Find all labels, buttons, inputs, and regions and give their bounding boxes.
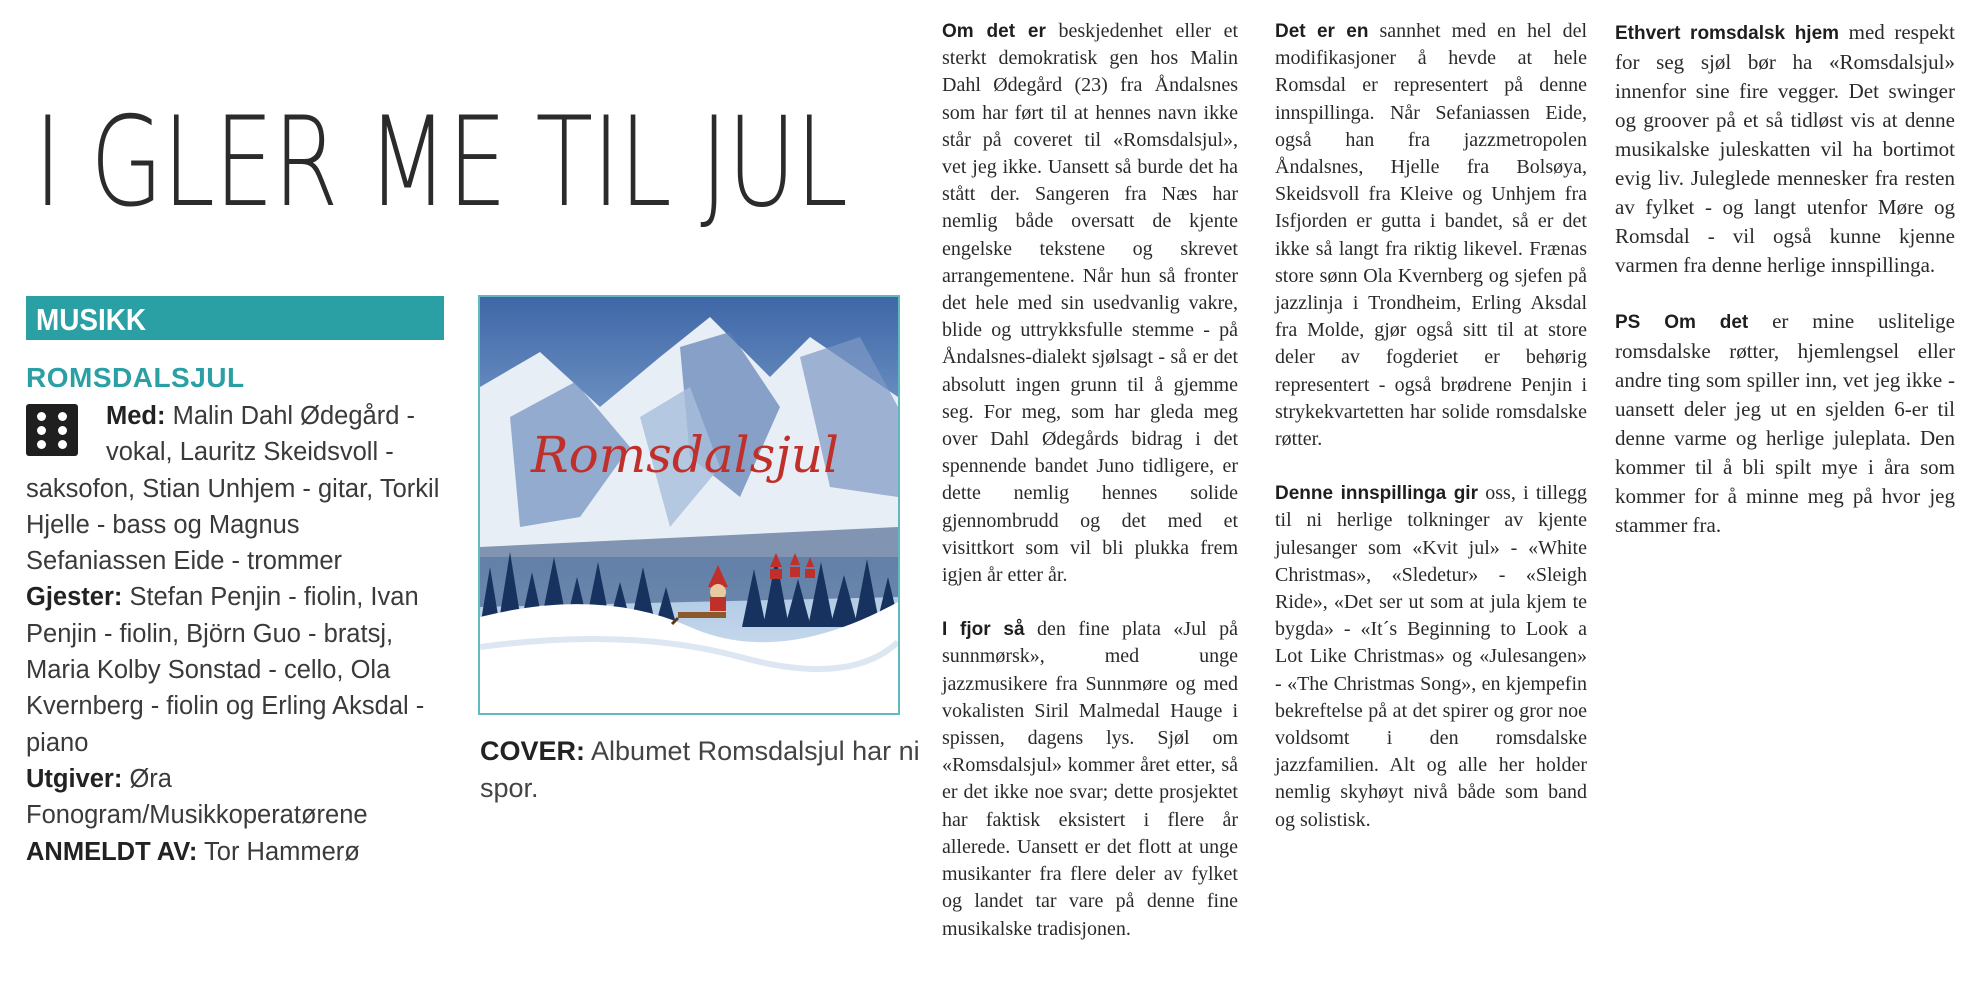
album-cover-art [480,297,898,713]
paragraph [1275,18,1587,453]
article-column-2 [1275,18,1587,861]
utgiver-label: Utgiver: [26,764,123,793]
paragraph-lead: Det er en [1275,21,1369,42]
album-cover [478,295,900,715]
med-label: Med: [106,402,166,430]
paragraph-lead: I fjor så [942,619,1025,641]
anmeldt-label: ANMELDT AV: [26,837,198,866]
headline: I GLER ME TIL JUL [34,91,848,235]
caption-text: Albumet Romsdalsjul har ni spor. [480,736,920,803]
section-label: MUSIKK [36,302,147,337]
gjester-label: Gjester: [26,583,123,612]
med-text: Malin Dahl Ødegård - vokal, Lauritz Skeidsvoll - saksofon, Stian Unhjem - gitar, Torkil Hjelle - bass og Magnus Sefaniassen Eide - trommer [26,402,440,576]
paragraph [1275,480,1587,834]
anmeldt-text: Tor Hammerø [204,837,360,866]
paragraph [1615,18,1955,280]
gjester-text: Stefan Penjin - fiolin, Ivan Penjin - fiolin, Björn Guo - bratsj, Maria Kolby Sonstad - cello, Ola Kvernberg - fiolin og Erling Aksdal - piano [26,583,425,757]
paragraph-text: er mine uslitelige romsdalske røtter, hjemlengsel eller andre ting som spiller inn, vet jeg ikke - uansett deler jeg ut en sjelden 6-er til denne varme og herlige juleplata. Den kommer til å bli spilt mye i åra som kommer for å minne meg på hvor jeg stammer fra. [1615,309,1956,537]
paragraph-lead: Ethvert romsdalsk hjem [1615,23,1840,44]
paragraph [942,616,1238,942]
credits-guests [26,579,446,760]
cover-art-title: Romsdalsjul [531,426,839,484]
paragraph [1615,307,1955,540]
paragraph-text: den fine plata «Jul på sunnmørsk», med unge jazzmusikere fra Sunnmøre og med vokalisten Siril Malmedal Hauge i spissen, dagens lys. Sjøl om «Romsdalsjul» kommer året etter, så er det ikke noe svar; dette prosjektet har faktisk eksistert i flere år allerede. Uansett er det flott at unge musikanter fra flere deler av fylket og landet tar vare på denne fine musikalske tradisjonen. [942,618,1239,940]
paragraph-text: oss, i tillegg til ni herlige tolkninger av kjente julesanger som «Kvit jul» - «White Christmas», «Sledetur» - «Sleigh Ride», «Det ser ut som at jula kjem te bygda» - «It´s Beginning to Look a Lot Like Christmas» og «Julesangen» - «The Christmas Song», en kjempefin bekreftelse på at det spirer og gror noe voldsomt i den romsdalske jazzfamilien. Alt og alle her holder nemlig skyhøyt nivå både som band og solistisk. [1275,482,1587,831]
article-column-3 [1615,18,1955,567]
cover-caption [480,733,920,807]
paragraph [942,18,1238,589]
paragraph-text: med respekt for seg sjøl bør ha «Romsdalsjul» innenfor sine fire vegger. Det swinger og groover på et så tidløst vis at denne musikalske juleskatten vil ha bortimot evig liv. Juleglede mennesker fra resten av fylket - og langt utenfor Møre og Romsdal - vil også kunne kjenne varmen fra denne herlige innspillinga. [1615,20,1956,277]
utgiver-text: Øra Fonogram/Musikkoperatørene [26,764,368,830]
paragraph-lead: PS Om det [1615,312,1749,333]
paragraph-lead: Om det er [942,21,1046,42]
credits-publisher [26,761,446,834]
caption-label: COVER: [480,736,586,766]
dice-six-icon [26,404,78,456]
article-column-1 [942,18,1238,970]
paragraph-text: beskjedenhet eller et sterkt demokratisk gen hos Malin Dahl Ødegård (23) fra Åndalsnes som har ført til at hennes navn ikke står på coveret til «Romsdalsjul», vet jeg ikke. Uansett så burde det ha stått der. Sangeren fra Næs har nemlig både oversatt de kjente engelske tekstene og skrevet arrangementene. Når hun så fronter det hele med sin usedvanlig vakre, blide og uttrykksfulle stemme - på Åndalsnes-dialekt sjølsagt - så er det absolutt ingen grunn til å gjemme seg. For meg, som har gleda meg over Dahl Ødegårds bidrag i det spennende bandet Juno tidligere, er dette nemlig hennes solide gjennombrudd og det med et visittkort som vil bli plukka frem igjen år etter år. [942,20,1239,587]
section-bar [26,296,444,340]
credits-block [26,398,446,870]
album-title: ROMSDALSJUL [26,362,245,393]
paragraph-text: sannhet med en hel del modifikasjoner å hevde at hele Romsdal er representert på denne innspillinga. Når Sefaniassen Eide, også han fra jazzmetropolen Åndalsnes, Hjelle fra Bolsøya, Skeidsvoll fra Kleive og Unhjem fra Isfjorden er gutta i bandet, så er det ikke så langt fra riktig likevel. Frænas store sønn Ola Kvernberg og sjefen på jazzlinja i Trondheim, Erling Aksdal fra Molde, gjør også sitt til at store deler av fogderiet er behørig representert - også brødrene Penjin i strykekvartetten har solide romsdalske røtter. [1275,20,1588,451]
credits-musicians [26,398,446,579]
paragraph-lead: Denne innspillinga gir [1275,483,1478,505]
credits-reviewer [26,834,446,870]
